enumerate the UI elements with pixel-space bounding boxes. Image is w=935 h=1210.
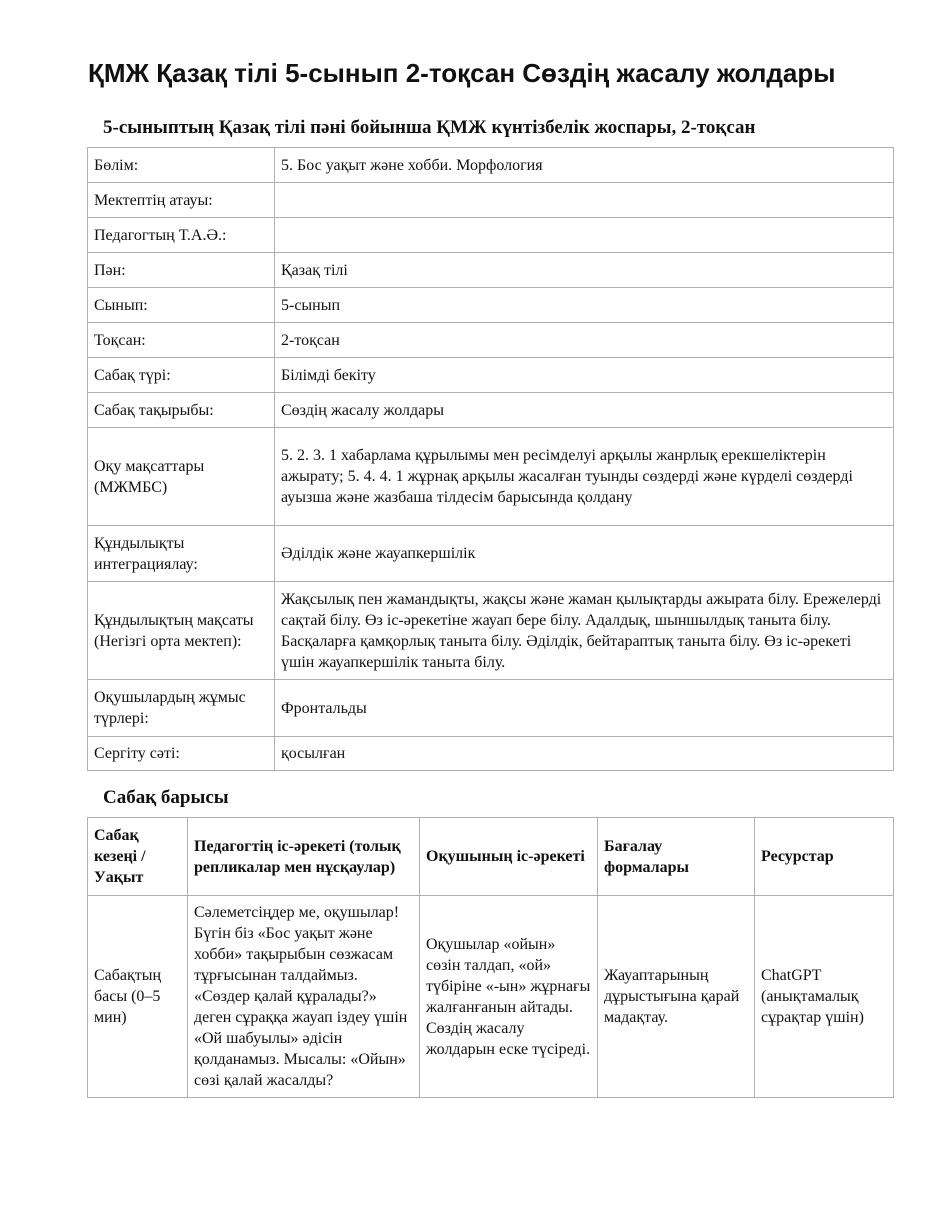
page-title: ҚМЖ Қазақ тілі 5-сынып 2-тоқсан Сөздің жасалу жолдары bbox=[88, 58, 836, 88]
table-row bbox=[88, 428, 894, 526]
table-row bbox=[88, 582, 894, 680]
lesson-stage-cell: Сабақтың басы (0–5 мин) bbox=[88, 896, 188, 1098]
info-label: Құндылықтың мақсаты (Негізгі орта мектеп): bbox=[88, 582, 275, 680]
table-row bbox=[88, 393, 894, 428]
table-header-row bbox=[88, 818, 894, 896]
table-row bbox=[88, 288, 894, 323]
lesson-flow-table bbox=[87, 817, 894, 1098]
table-row bbox=[88, 680, 894, 737]
document-subtitle: 5-сыныптың Қазақ тілі пәні бойынша ҚМЖ күнтізбелік жоспары, 2-тоқсан bbox=[103, 117, 756, 138]
info-value: Қазақ тілі bbox=[275, 253, 894, 288]
info-value bbox=[275, 218, 894, 253]
table-row bbox=[88, 218, 894, 253]
info-value: Фронтальды bbox=[275, 680, 894, 737]
resources-cell: ChatGPT (анықтамалық сұрақтар үшін) bbox=[755, 896, 894, 1098]
table-row bbox=[88, 183, 894, 218]
info-label: Бөлім: bbox=[88, 148, 275, 183]
column-header: Сабақ кезеңі / Уақыт bbox=[88, 818, 188, 896]
info-label: Педагогтың Т.А.Ә.: bbox=[88, 218, 275, 253]
info-value: Жақсылық пен жамандықты, жақсы және жаман қылықтарды ажырата білу. Ережелерді сақтай білу. Өз іс-әрекетіне жауап бере білу. Адалдық, шыншылдық таныта білу. Басқаларға қамқорлық таныта білу. Әділдік, бейтараптық таныта білу. Өз іс-әрекеті үшін жауапкершілік таныта білу. bbox=[275, 582, 894, 680]
teacher-activity-cell: Сәлеметсіңдер ме, оқушылар! Бүгін біз «Бос уақыт және хобби» тақырыбын сөзжасам тұрғысынан талдаймыз. «Сөздер қалай құралады?» деген сұраққа жауап іздеу үшін «Ой шабуылы» әдісін қолданамыз. Мысалы: «Ойын» сөзі қалай жасалды? bbox=[188, 896, 420, 1098]
info-label: Тоқсан: bbox=[88, 323, 275, 358]
column-header: Бағалау формалары bbox=[598, 818, 755, 896]
info-label: Сабақ тақырыбы: bbox=[88, 393, 275, 428]
table-row bbox=[88, 323, 894, 358]
table-row bbox=[88, 526, 894, 582]
info-value: Сөздің жасалу жолдары bbox=[275, 393, 894, 428]
info-label: Пән: bbox=[88, 253, 275, 288]
info-value: 5. 2. 3. 1 хабарлама құрылымы мен ресімделуі арқылы жанрлық ерекшеліктерін ажырату; 5. 4. 4. 1 жұрнақ арқылы жасалған туынды сөздерді және күрделі сөздерді ауызша және жазбаша тілдесім барысында қолдану bbox=[275, 428, 894, 526]
info-value: 2-тоқсан bbox=[275, 323, 894, 358]
info-label: Мектептің атауы: bbox=[88, 183, 275, 218]
column-header: Ресурстар bbox=[755, 818, 894, 896]
student-activity-cell: Оқушылар «ойын» сөзін талдап, «ой» түбіріне «-ын» жұрнағы жалғанғанын айтады. Сөздің жасалу жолдарын еске түсіреді. bbox=[420, 896, 598, 1098]
info-value: 5. Бос уақыт және хобби. Морфология bbox=[275, 148, 894, 183]
section-heading: Сабақ барысы bbox=[103, 787, 229, 808]
assessment-cell: Жауаптарының дұрыстығына қарай мадақтау. bbox=[598, 896, 755, 1098]
info-label: Сынып: bbox=[88, 288, 275, 323]
info-label: Сергіту сәті: bbox=[88, 737, 275, 771]
table-row bbox=[88, 737, 894, 771]
info-label: Оқушылардың жұмыс түрлері: bbox=[88, 680, 275, 737]
table-row bbox=[88, 896, 894, 1098]
table-row bbox=[88, 358, 894, 393]
table-row bbox=[88, 148, 894, 183]
table-row bbox=[88, 253, 894, 288]
info-value: қосылған bbox=[275, 737, 894, 771]
info-label: Сабақ түрі: bbox=[88, 358, 275, 393]
column-header: Оқушының іс-әрекеті bbox=[420, 818, 598, 896]
column-header: Педагогтің іс-әрекеті (толық репликалар мен нұсқаулар) bbox=[188, 818, 420, 896]
info-value bbox=[275, 183, 894, 218]
lesson-info-table bbox=[87, 147, 894, 771]
info-label: Оқу мақсаттары (МЖМБС) bbox=[88, 428, 275, 526]
info-label: Құндылықты интеграциялау: bbox=[88, 526, 275, 582]
info-value: Білімді бекіту bbox=[275, 358, 894, 393]
info-value: Әділдік және жауапкершілік bbox=[275, 526, 894, 582]
info-value: 5-сынып bbox=[275, 288, 894, 323]
